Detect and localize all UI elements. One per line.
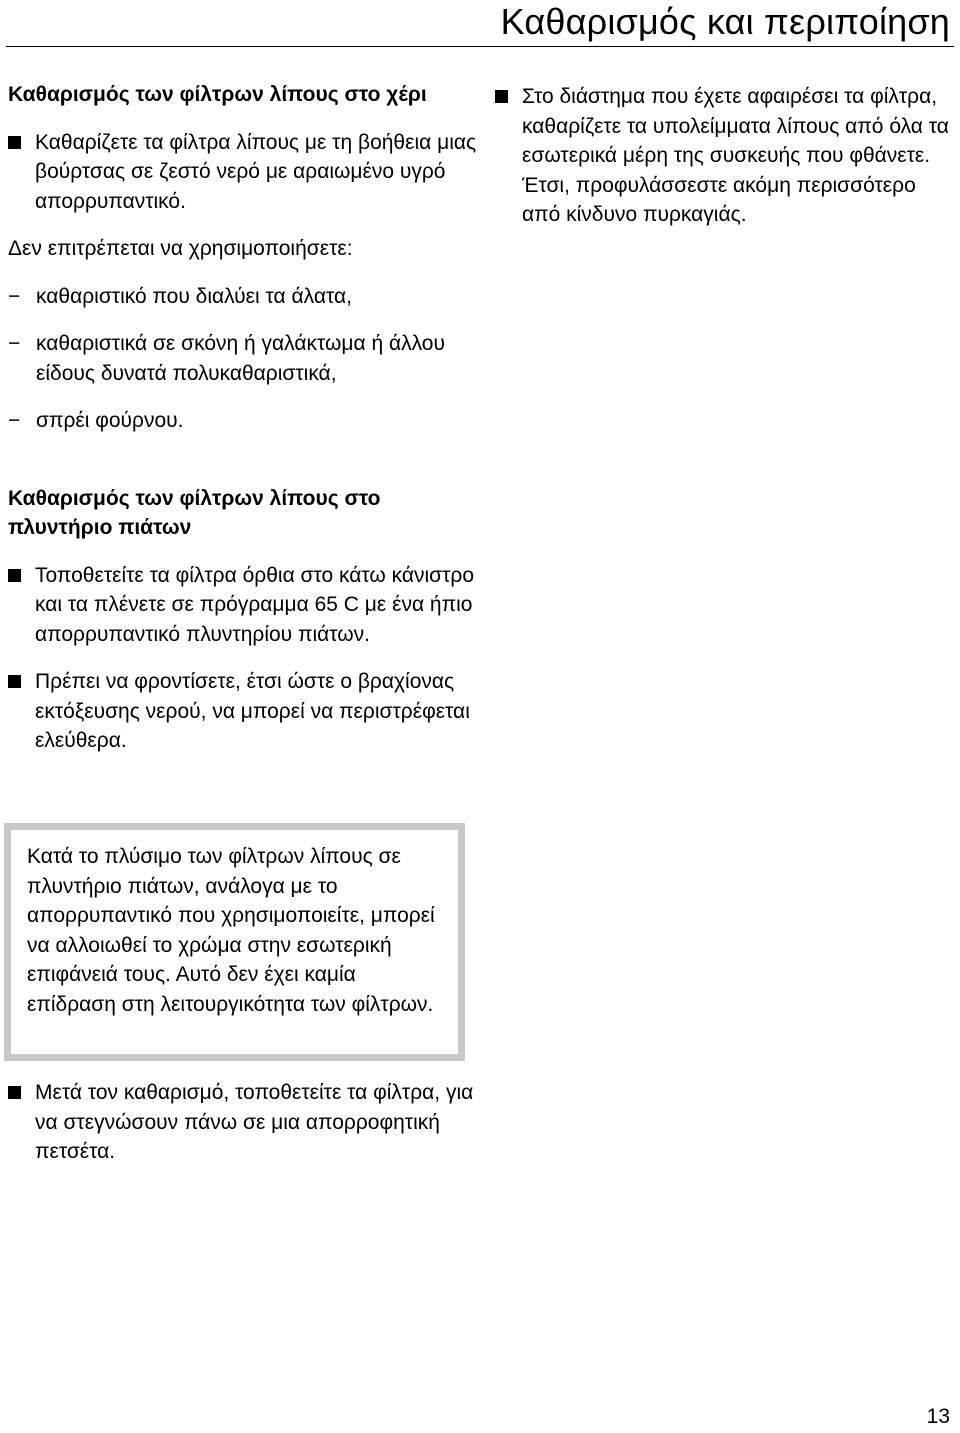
dash-marker: − <box>8 332 21 355</box>
dash-text: καθαριστικό που διαλύει τα άλατα, <box>36 284 352 308</box>
right-column <box>495 82 950 248</box>
left-column <box>8 80 478 774</box>
dishwasher-cleaning-heading: Καθαρισμός των φίλτρων λίπους στο πλυντήριο πιάτων <box>8 486 381 539</box>
bullet-text: Στο διάστημα που έχετε αφαιρέσει τα φίλτρα, καθαρίζετε τα υπολείμματα λίπους από όλα τα εσωτερικά μέρη της συσκευής που φθάνετε. Έτσι, προφυλάσσεστε ακόμη περισσότερο από κίνδυνο πυρκαγιάς. <box>522 85 949 226</box>
page-header-title: Καθαρισμός και περιποίηση <box>500 1 950 42</box>
dash-marker: − <box>8 409 21 432</box>
dash-marker: − <box>8 284 21 308</box>
square-bullet-icon <box>495 90 508 103</box>
bullet-text: Μετά τον καθαρισμό, τοποθετείτε τα φίλτρα, για να στεγνώσουν πάνω σε μια απορροφητική πετσέτα. <box>35 1081 474 1163</box>
square-bullet-icon <box>8 1086 21 1099</box>
square-bullet-icon <box>8 136 21 149</box>
notice-text: Κατά το πλύσιμο των φίλτρων λίπους σε πλυντήριο πιάτων, ανάλογα με το απορρυπαντικό που χρησιμοποιείτε, μπορεί να αλλοιωθεί το χρώμα στην εσωτερική επιφάνειά τους. Αυτό δεν έχει καμία επίδραση στη λειτουργικότητα των φίλτρων. <box>11 830 458 1054</box>
bullet-item <box>8 128 478 217</box>
bullet-text: Τοποθετείτε τα φίλτρα όρθια στο κάτω κάνιστρο και τα πλένετε σε πρόγραμμα 65 C με ένα ήπιο απορρυπαντικό πλυντηρίου πιάτων. <box>35 563 475 646</box>
after-notice-section <box>8 1078 478 1185</box>
bullet-text: Πρέπει να φροντίσετε, έτσι ώστε ο βραχίονας εκτόξευσης νερού, να μπορεί να περιστρέφεται ελεύθερα. <box>35 670 470 752</box>
hand-cleaning-heading: Καθαρισμός των φίλτρων λίπους στο χέρι <box>8 83 427 106</box>
dash-text: σπρέι φούρνου. <box>36 409 184 432</box>
square-bullet-icon <box>8 569 21 582</box>
bullet-text: Καθαρίζετε τα φίλτρα λίπους με τη βοήθεια μιας βούρτσας σε ζεστό νερό με αραιωμένο υγρό απορρυπαντικό. <box>35 130 477 213</box>
notice-box <box>4 823 465 1061</box>
not-allowed-intro: Δεν επιτρέπεται να χρησιμοποιήσετε: <box>8 237 353 260</box>
bullet-item <box>8 561 478 650</box>
header-rule <box>6 46 954 47</box>
square-bullet-icon <box>8 675 21 688</box>
bullet-item <box>8 667 478 756</box>
dash-item <box>8 282 478 312</box>
page-number: 13 <box>926 1405 950 1428</box>
dash-text: καθαριστικά σε σκόνη ή γαλάκτωμα ή άλλου είδους δυνατά πολυκαθαριστικά, <box>36 332 445 385</box>
dash-item <box>8 406 478 436</box>
bullet-item <box>8 1078 478 1167</box>
dash-item <box>8 329 478 388</box>
bullet-item <box>495 82 950 230</box>
